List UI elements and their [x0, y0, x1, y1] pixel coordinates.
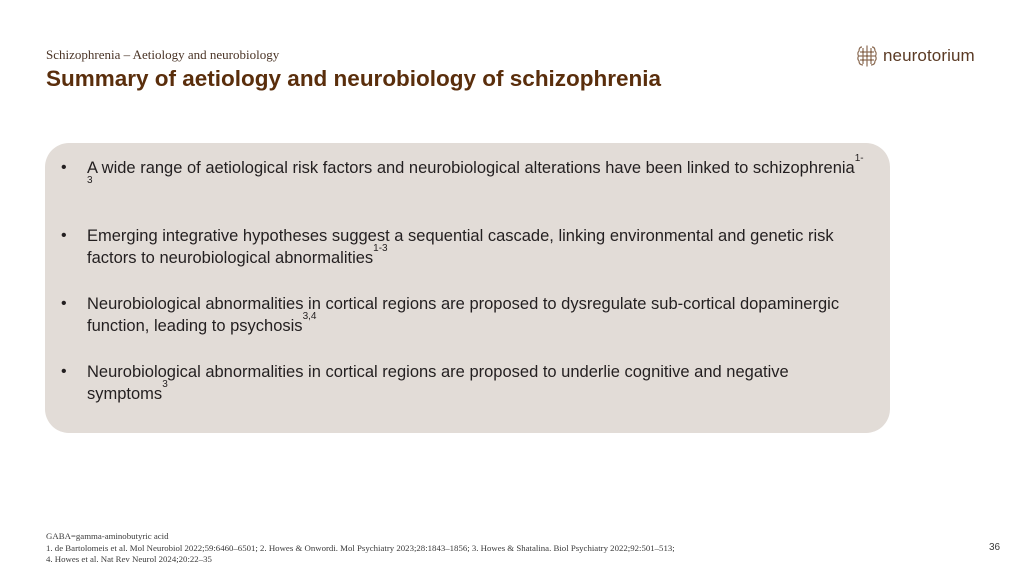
bullet-item: [45, 153, 890, 201]
footnotes: [46, 531, 675, 566]
page-title: Summary of aetiology and neurobiology of schizophrenia: [46, 66, 662, 91]
summary-box: [45, 143, 890, 433]
bullet-text: Emerging integrative hypotheses suggest a sequential cascade, linking environmental and genetic risk factors to neurobiological abnormalities: [87, 227, 834, 267]
bullet-text: A wide range of aetiological risk factors and neurobiological alterations have been linked to schizophrenia: [87, 159, 855, 177]
page-number: 36: [989, 542, 1001, 553]
bullet-item: [45, 225, 890, 269]
section-subtitle: Schizophrenia – Aetiology and neurobiology: [46, 47, 280, 62]
logo-text: neurotorium: [883, 46, 975, 65]
references-line: 4. Howes et al. Nat Rev Neurol 2024;20:22–35: [46, 554, 212, 564]
references-line: 1. de Bartolomeis et al. Mol Neurobiol 2022;59:6460–6501; 2. Howes & Onwordi. Mol Psychiatry 2023;28:1843–1856; 3. Howes & Shatalina. Biol Psychiatry 2022;92:501–513;: [46, 542, 675, 553]
neurotorium-logo: [856, 43, 975, 69]
bullet-reference: 1-3: [87, 153, 864, 186]
bullet-reference: 1-3: [373, 243, 388, 254]
brain-grid-icon: [856, 44, 878, 68]
bullet-item: [45, 361, 890, 405]
abbreviation-note: GABA=gamma-aminobutyric acid: [46, 531, 169, 541]
bullet-item: [45, 293, 890, 337]
bullet-text: Neurobiological abnormalities in cortical regions are proposed to dysregulate sub-cortical dopaminergic function, leading to psychosis: [87, 295, 840, 335]
bullet-list: [45, 153, 890, 429]
bullet-reference: 3,4: [302, 311, 317, 322]
bullet-reference: 3: [162, 379, 168, 390]
bullet-text: Neurobiological abnormalities in cortical regions are proposed to underlie cognitive and negative symptoms: [87, 363, 789, 403]
